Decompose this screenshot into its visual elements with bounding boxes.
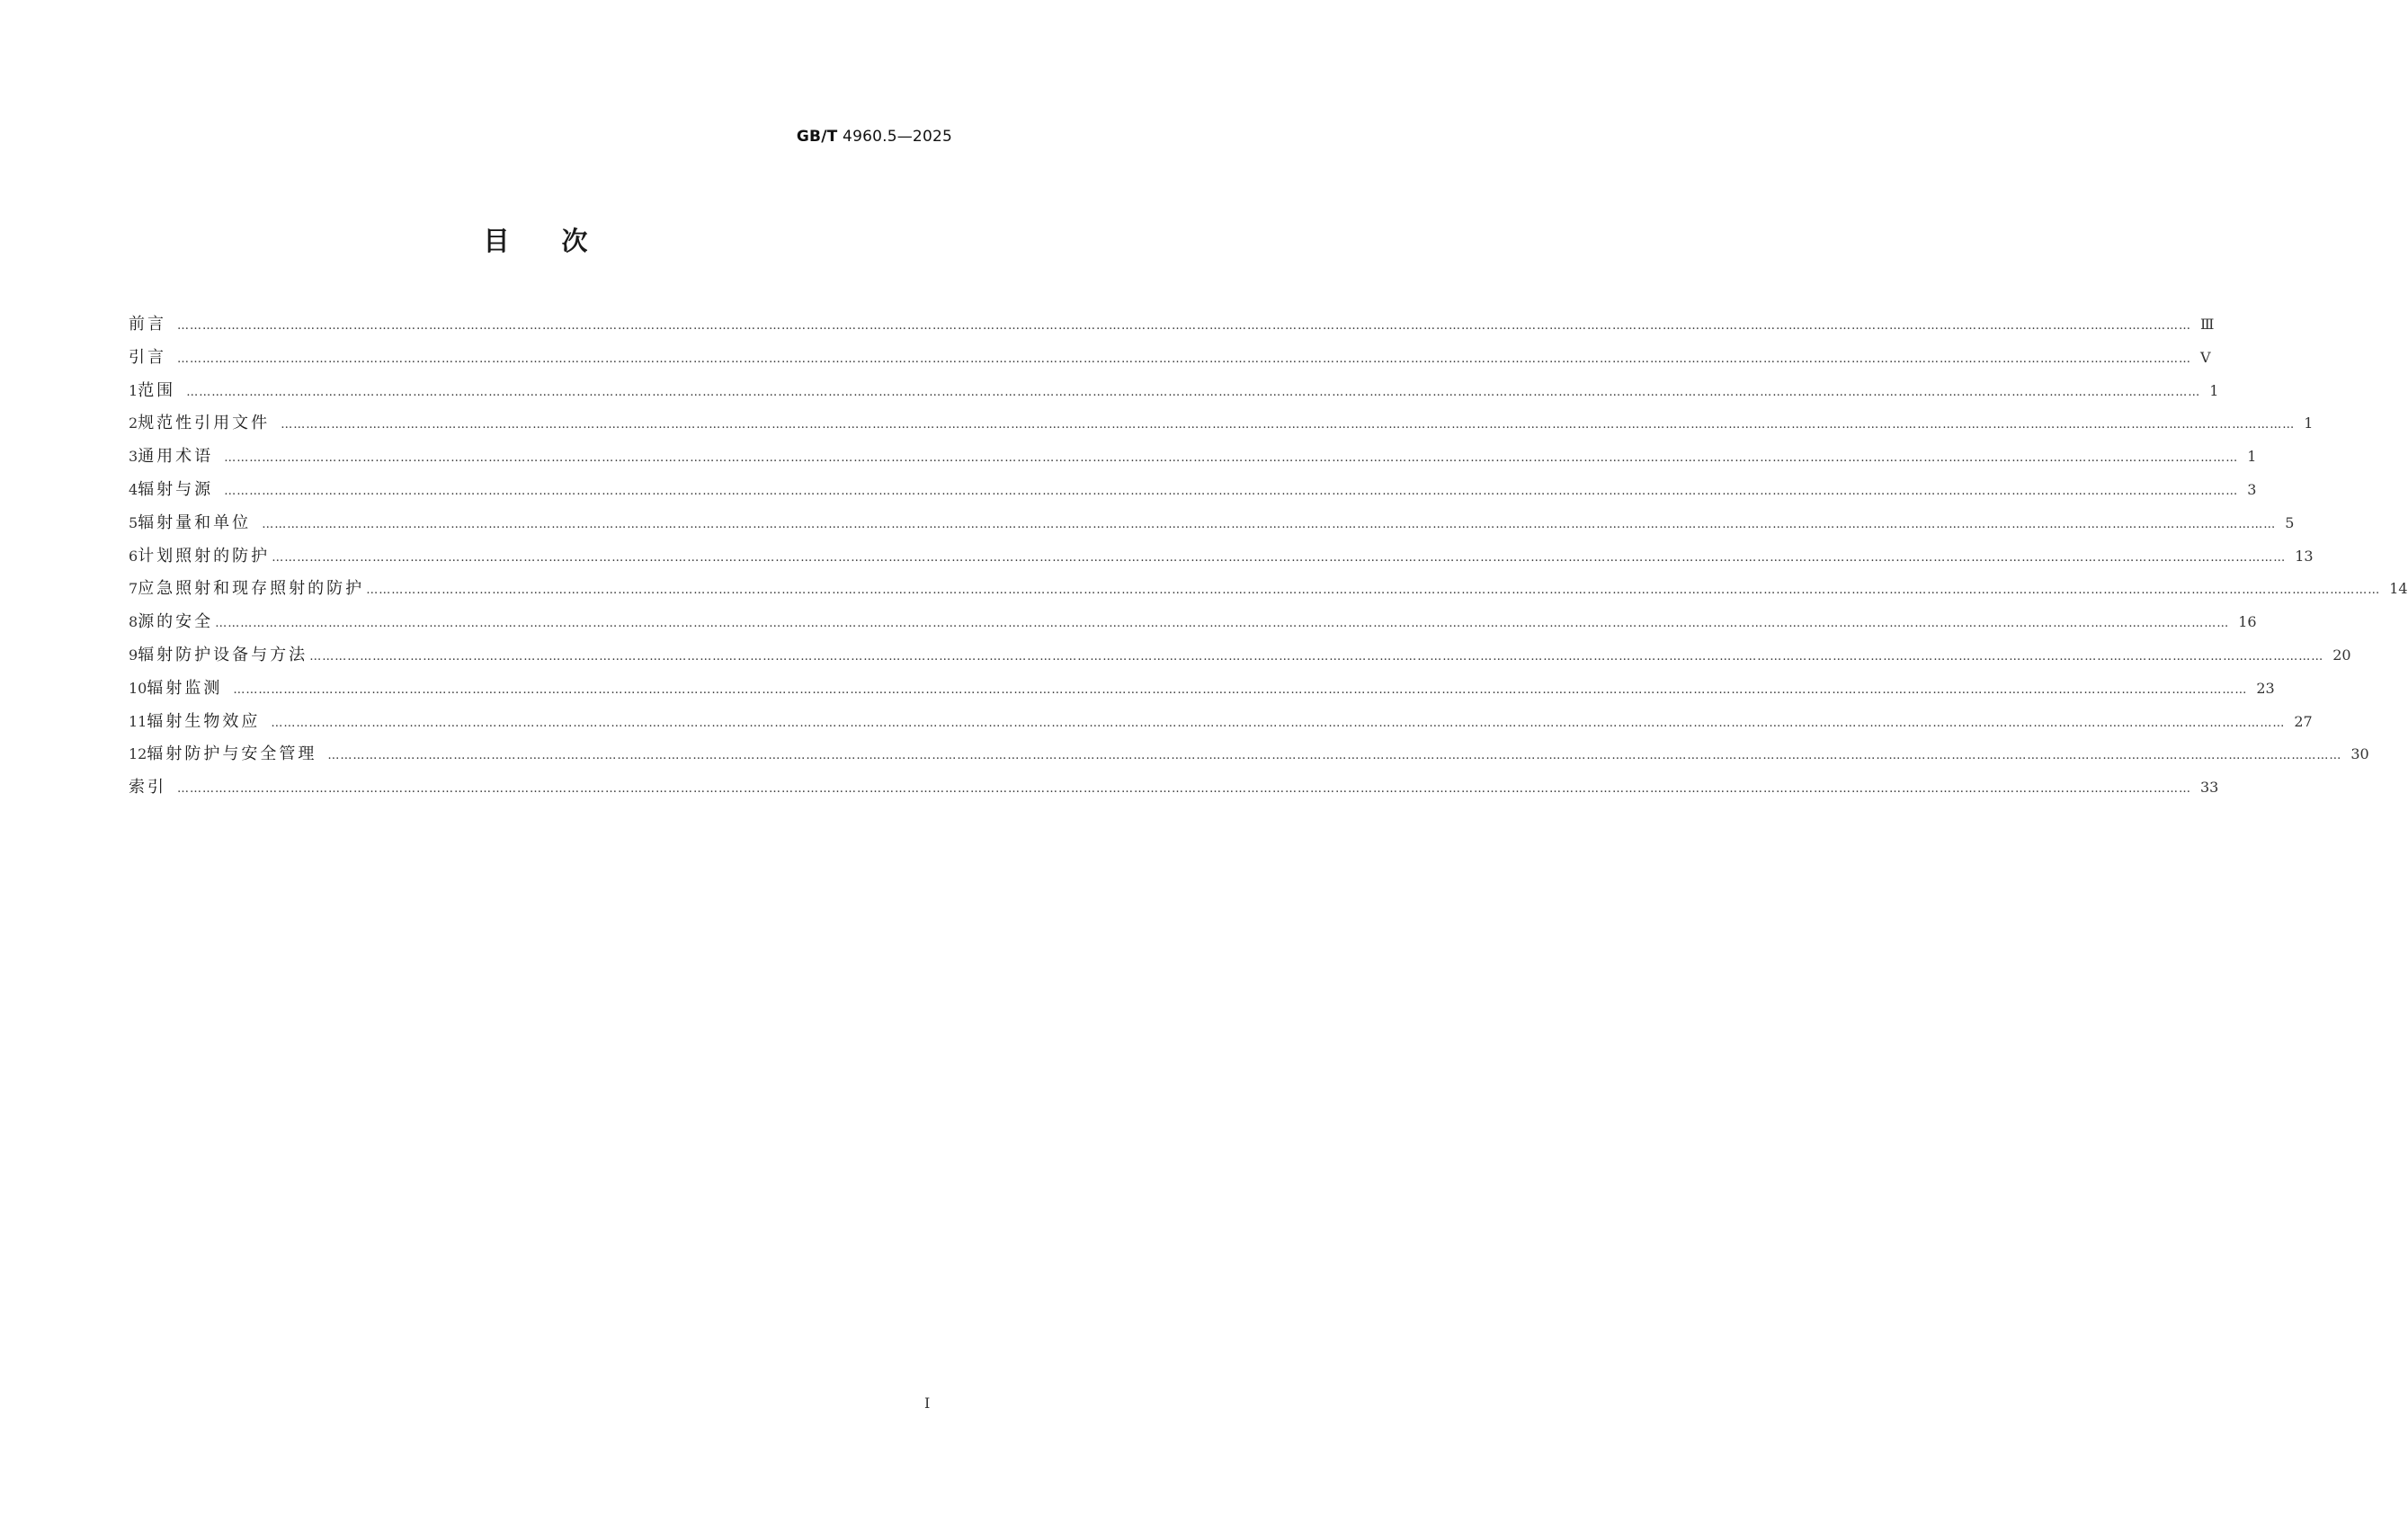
standard-code: [797, 128, 952, 146]
toc-entry-number: 9: [129, 646, 138, 664]
toc-entry-label: 计划照射的防护: [138, 546, 271, 566]
toc-leader-dots: …………………………………………………………………………………………………………………………………………………………………………………………………………………………………………………………………………………………………………………………………………………………………………………………………………………………………………: [366, 584, 2381, 598]
toc-entry-number: 2: [129, 414, 138, 432]
toc-entry-label: 前言: [129, 315, 166, 334]
toc-entry-page: 1: [2247, 448, 2257, 466]
toc-entry-label: 辐射量和单位: [138, 512, 252, 532]
toc-entry-page: 16: [2238, 613, 2257, 631]
toc-entry-number: 4: [129, 480, 138, 498]
toc-entry-page: 14: [2389, 580, 2408, 598]
toc-entry-label: 源的安全: [138, 612, 214, 632]
toc-leader-dots: …………………………………………………………………………………………………………………………………………………………………………………………………………………………………………………………………………………………………………………………………………………………………………………………………………………………………………: [186, 385, 2201, 399]
toc-entry-number: 3: [129, 448, 138, 466]
toc-entry-label: 通用术语: [138, 447, 214, 467]
toc-entry-number: 1: [129, 381, 138, 399]
standard-code-prefix: GB/T: [796, 128, 838, 146]
toc-entry-label: 引言: [129, 347, 166, 367]
toc-entry-page: Ⅴ: [2200, 348, 2211, 366]
toc-entry-page: 30: [2350, 745, 2369, 763]
toc-entry-page: 20: [2332, 646, 2351, 664]
toc-leader-dots: …………………………………………………………………………………………………………………………………………………………………………………………………………………………………………………………………………………………………………………………………………………………………………………………………………………………………………: [233, 682, 2248, 697]
toc-entry-page: 13: [2295, 547, 2314, 565]
toc-entry-page: 5: [2285, 513, 2295, 531]
toc-entry-4[interactable]: [129, 474, 2257, 507]
toc-leader-dots: …………………………………………………………………………………………………………………………………………………………………………………………………………………………………………………………………………………………………………………………………………………………………………………………………………………………………………: [262, 517, 2277, 531]
page-title-char-1: 目: [483, 226, 510, 256]
toc-entry-3[interactable]: [129, 441, 2257, 474]
toc-entry-foreword[interactable]: [129, 308, 2215, 342]
toc-entry-10[interactable]: [129, 673, 2275, 706]
toc-entry-label: 辐射防护设备与方法: [138, 645, 308, 664]
toc-entry-2[interactable]: [129, 407, 2314, 441]
toc-entry-7[interactable]: [129, 573, 2408, 606]
toc-leader-dots: …………………………………………………………………………………………………………………………………………………………………………………………………………………………………………………………………………………………………………………………………………………………………………………………………………………………………………: [309, 649, 2324, 664]
toc-entry-number: 11: [129, 712, 147, 730]
toc-entry-label: 辐射生物效应: [147, 711, 261, 731]
toc-leader-dots: …………………………………………………………………………………………………………………………………………………………………………………………………………………………………………………………………………………………………………………………………………………………………………………………………………………………………………: [215, 617, 2230, 631]
toc-entry-number: 5: [129, 513, 138, 531]
toc-entry-5[interactable]: [129, 507, 2295, 540]
toc-leader-dots: …………………………………………………………………………………………………………………………………………………………………………………………………………………………………………………………………………………………………………………………………………………………………………………………………………………………………………: [327, 749, 2342, 763]
toc-entry-label: 范围: [138, 380, 176, 400]
toc-entry-label: 索引: [129, 778, 166, 798]
toc-entry-11[interactable]: [129, 706, 2313, 739]
toc-entry-label: 应急照射和现存照射的防护: [138, 579, 365, 599]
toc-leader-dots: …………………………………………………………………………………………………………………………………………………………………………………………………………………………………………………………………………………………………………………………………………………………………………………………………………………………………………: [272, 550, 2287, 565]
toc-entry-number: 7: [129, 580, 138, 598]
toc-leader-dots: …………………………………………………………………………………………………………………………………………………………………………………………………………………………………………………………………………………………………………………………………………………………………………………………………………………………………………: [177, 352, 2191, 366]
toc-entry-page: 33: [2200, 779, 2219, 797]
toc-entry-1[interactable]: [129, 375, 2219, 408]
toc-entry-label: 辐射防护与安全管理: [147, 744, 317, 764]
toc-leader-dots: …………………………………………………………………………………………………………………………………………………………………………………………………………………………………………………………………………………………………………………………………………………………………………………………………………………………………………: [177, 782, 2191, 797]
toc-entry-page: Ⅲ: [2200, 316, 2215, 333]
toc-entry-12[interactable]: [129, 738, 2369, 771]
toc-entry-label: 规范性引用文件: [138, 414, 271, 433]
toc-entry-page: 1: [2304, 414, 2314, 432]
toc-leader-dots: …………………………………………………………………………………………………………………………………………………………………………………………………………………………………………………………………………………………………………………………………………………………………………………………………………………………………………: [224, 484, 2239, 498]
table-of-contents: [129, 308, 2408, 805]
page-title-char-2: 次: [561, 226, 588, 256]
toc-leader-dots: …………………………………………………………………………………………………………………………………………………………………………………………………………………………………………………………………………………………………………………………………………………………………………………………………………………………………………: [224, 451, 2239, 466]
toc-entry-page: 23: [2256, 679, 2275, 697]
page-number: Ⅰ: [924, 1395, 931, 1412]
toc-entry-number: 12: [129, 745, 147, 763]
toc-leader-dots: …………………………………………………………………………………………………………………………………………………………………………………………………………………………………………………………………………………………………………………………………………………………………………………………………………………………………………: [177, 319, 2191, 333]
standard-code-number: 4960.5—2025: [843, 128, 952, 146]
toc-entry-page: 1: [2209, 381, 2219, 399]
toc-leader-dots: …………………………………………………………………………………………………………………………………………………………………………………………………………………………………………………………………………………………………………………………………………………………………………………………………………………………………………: [271, 716, 2286, 730]
toc-entry-page: 27: [2294, 712, 2313, 730]
toc-entry-label: 辐射监测: [147, 678, 223, 698]
toc-entry-6[interactable]: [129, 540, 2314, 574]
toc-entry-label: 辐射与源: [138, 479, 214, 499]
toc-entry-9[interactable]: [129, 639, 2351, 673]
page-title: [0, 221, 1071, 258]
toc-entry-page: 3: [2247, 480, 2257, 498]
toc-entry-index[interactable]: [129, 771, 2219, 805]
toc-entry-introduction[interactable]: [129, 342, 2211, 375]
toc-entry-number: 10: [129, 679, 147, 697]
toc-entry-8[interactable]: [129, 606, 2257, 639]
toc-entry-number: 6: [129, 547, 138, 565]
toc-leader-dots: …………………………………………………………………………………………………………………………………………………………………………………………………………………………………………………………………………………………………………………………………………………………………………………………………………………………………………: [281, 418, 2296, 432]
toc-entry-number: 8: [129, 613, 138, 631]
